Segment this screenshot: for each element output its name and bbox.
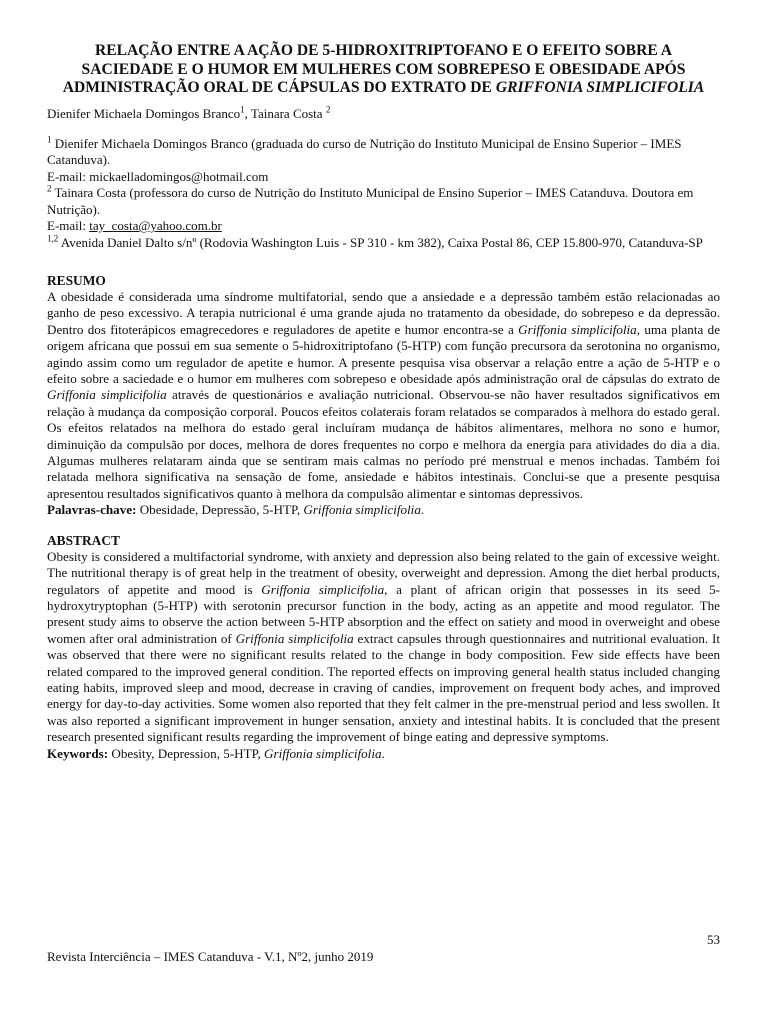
author-list: Dienifer Michaela Domingos Branco$^1$, Tainara Costa $^2$	[47, 104, 331, 121]
paper-title: RELAÇÃO ENTRE A AÇÃO DE 5-HIDROXITRIPTOFANO E O EFEITO SOBRE A SACIEDADE E O HUMOR EM MULHERES COM SOBREPESO E OBESIDADE APÓS ADMINISTRAÇÃO ORAL DE CÁPSULAS DO EXTRATO DE GRIFFONIA SIMPLICIFOLIA	[62, 42, 705, 96]
abstract-section	[47, 533, 720, 762]
palavras-chave: Palavras-chave: Obesidade, Depressão, 5-HTP, Griffonia simplicifolia.	[47, 502, 425, 518]
resumo-heading: RESUMO	[47, 273, 106, 288]
email-2: E-mail: tay_costa@yahoo.com.br	[47, 218, 222, 233]
resumo-body: A obesidade é considerada uma síndrome multifatorial, sendo que a ansiedade e a depressão também estão relacionadas ao ganho de peso excessivo. A terapia nutricional é uma grande ajuda no tratamento da obesidade, do sobrepeso e da depressão. Dentro dos fitoterápicos emagrecedores e reguladores de apetite e humor encontra-se a Griffonia simplicifolia, uma planta de origem africana que possui em sua semente o 5-hidroxitriptofano (5-HTP) com função precursora da serotonina no organismo, agindo assim como um regulador de apetite e humor. A presente pesquisa visa observar a relação entre a ação de 5-HTP e o efeito sobre a saciedade e o humor em mulheres com sobrepeso e obesidade após administração oral de cápsulas do extrato de Griffonia simplicifolia através de questionários e avaliação nutricional. Observou-se não haver resultados significativos em relação à mudança da composição corporal. Poucos efeitos colaterais foram relatados se comparados à melhora do estado geral. Os efeitos relatados na melhora do estado geral incluíram mudança de hábitos alimentares, melhora no sono e humor, diminuição da compulsão por doces, melhora de dores frequentes no corpo e melhora da energia para atividades do dia a dia. Algumas mulheres relataram ainda que se sentiram mais calmas no período pré menstrual e menos inchadas. Também foi relatada melhora significativa na sensação de fome, ansiedade e hábitos intestinais. Conclui-se que a presente pesquisa apresentou resultados significativos quanto à melhora da compulsão alimentar e sintomas depressivos.	[47, 289, 720, 501]
affiliation-2: $^2$ Tainara Costa (professora do curso de Nutrição do Instituto Municipal de Ensino Superior – IMES Catanduva. Doutora em Nutrição).	[47, 183, 694, 217]
affiliation-1: $^1$ Dienifer Michaela Domingos Branco (graduada do curso de Nutrição do Instituto Municipal de Ensino Superior – IMES Catanduva).	[47, 134, 682, 167]
paper-page	[47, 42, 720, 762]
author-name: Dienifer Michaela Domingos Branco	[47, 105, 241, 121]
email-link[interactable]: tay_costa@yahoo.com.br	[89, 218, 222, 233]
address: $^{1,2}$ Avenida Daniel Dalto s/nº (Rodovia Washington Luis - SP 310 - km 382), Caixa Postal 86, CEP 15.800-970, Catanduva-SP	[47, 233, 703, 250]
title-italic: GRIFFONIA SIMPLICIFOLIA	[495, 79, 705, 96]
abstract-body: Obesity is considered a multifactorial syndrome, with anxiety and depression also being related to the gain of excessive weight. The nutritional therapy is of great help in the treatment of obesity, overweight and depression. Among the diet herbal products, regulators of appetite and mood is Griffonia simplicifolia, a plant of african origin that possesses in its seed 5-hydroxytryptophan (5-HTP) with serotonin precursor function in the body, acting as an appetite and mood regulator. The present study aims to observe the action between 5-HTP absorption and the effect on satiety and mood in overweight and obese women after oral administration of Griffonia simplicifolia extract capsules through questionnaires and nutritional evaluation. It was observed that there were no significant results related to the change in body composition. Few side effects have been related compared to the improved general condition. The reported effects on improving general health status included changing eating habits, improved sleep and mood, decrease in craving of candies, improvement on frequent body aches, and improved energy for day-to-day activities. Some women also reported that they felt calmer in the pre-menstrual period and less swollen. It was also reported a significant improvement in hunger sensation, anxiety and intestinal habits. It is concluded that the present research presented significant results regarding the improvement of binge eating and depressive symptoms.	[47, 548, 721, 745]
page-number: 53	[707, 932, 720, 947]
affiliations	[47, 136, 720, 252]
author-name: Tainara Costa	[250, 105, 326, 121]
keywords: Keywords: Obesity, Depression, 5-HTP, Griffonia simplicifolia.	[47, 745, 385, 761]
resumo-section	[47, 273, 720, 519]
journal-footer: Revista Interciência – IMES Catanduva - V.1, Nº2, junho 2019	[47, 949, 374, 964]
abstract-heading: ABSTRACT	[47, 532, 120, 548]
email-1: E-mail: mickaelladomingos@hotmail.com	[47, 168, 269, 184]
